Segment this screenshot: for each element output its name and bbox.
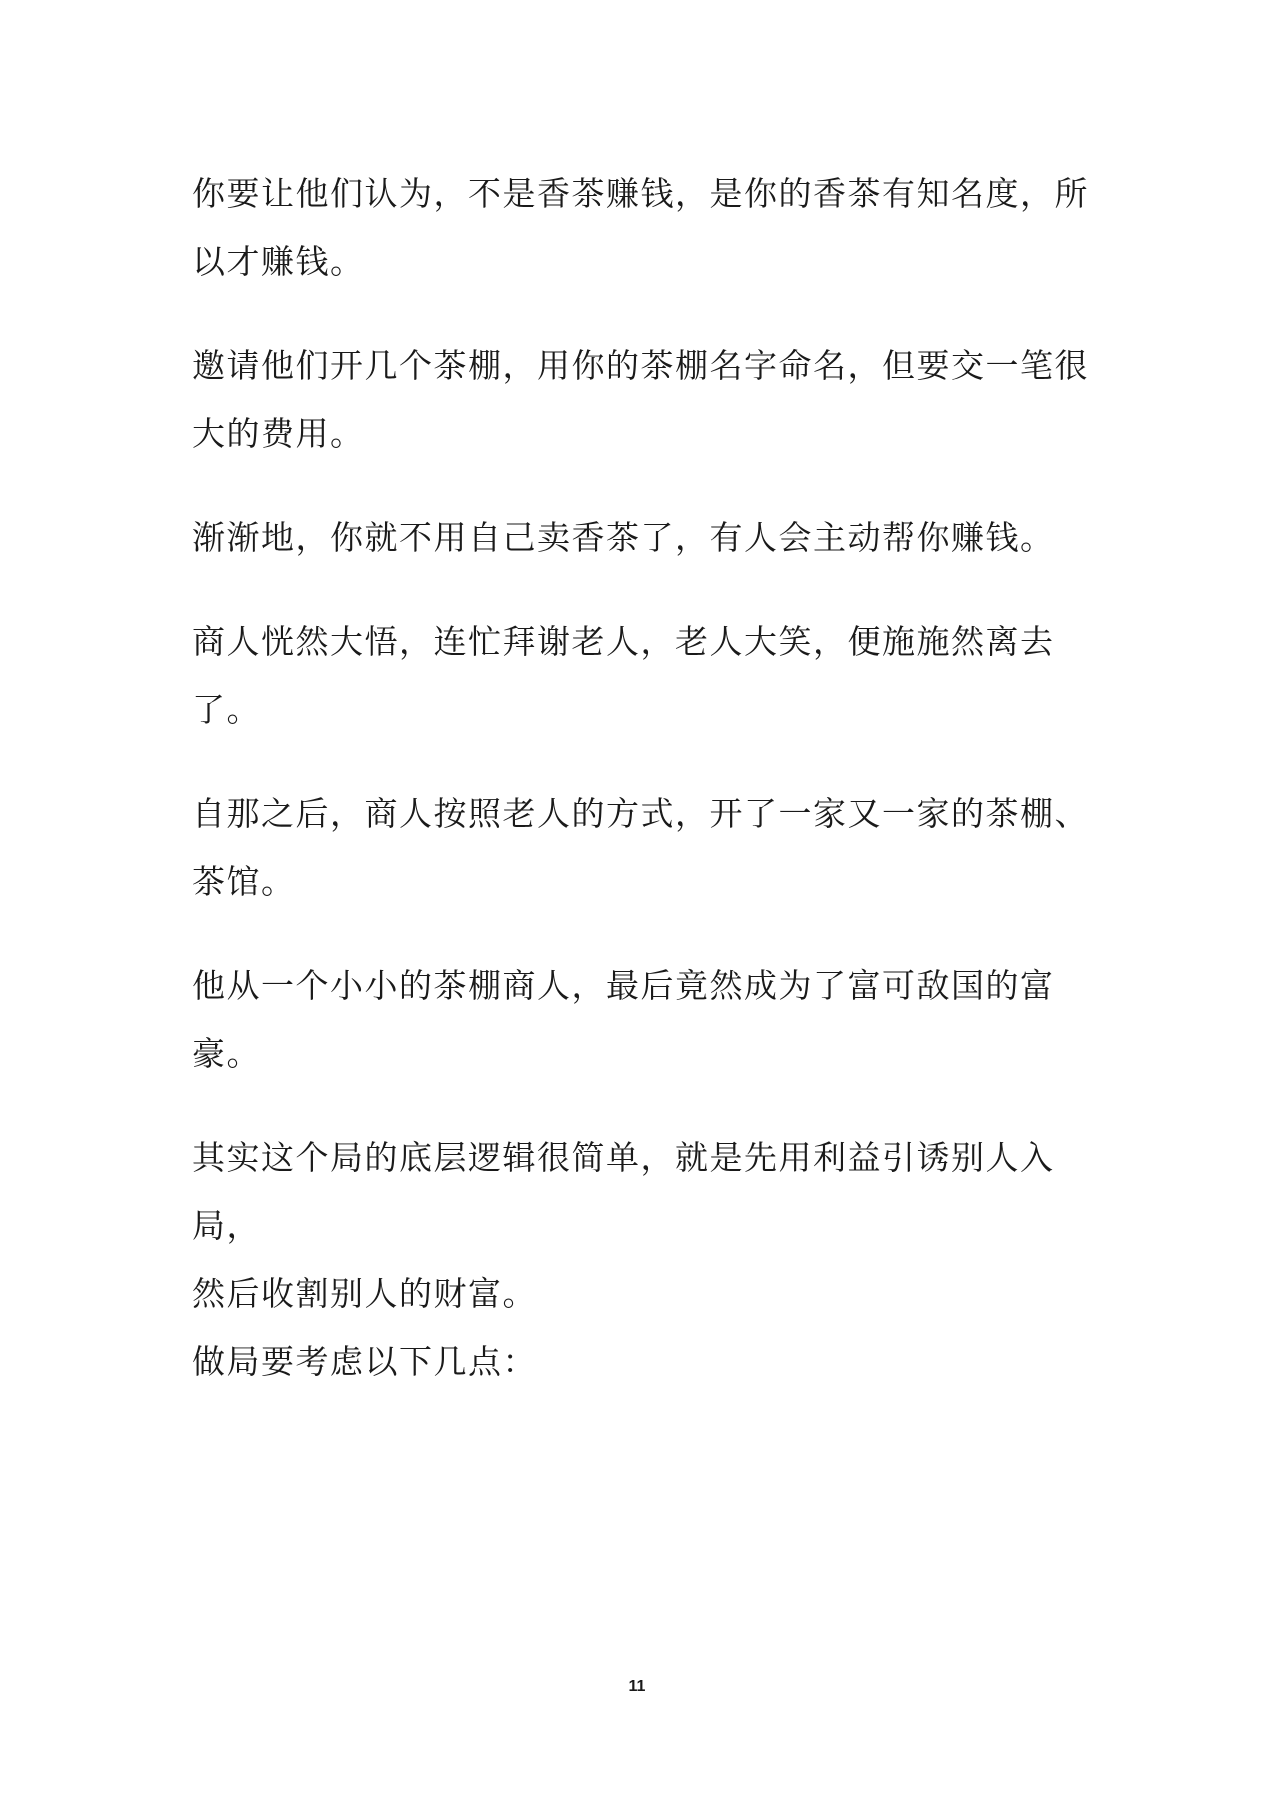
- paragraph-4: 商人恍然大悟，连忙拜谢老人，老人大笑，便施施然离去了。: [192, 622, 1055, 729]
- paragraph-6: 他从一个小小的茶棚商人，最后竟然成为了富可敌国的富豪。: [192, 966, 1055, 1073]
- paragraph-8: 做局要考虑以下几点：: [192, 1342, 537, 1381]
- paragraph-3: 渐渐地，你就不用自己卖香茶了，有人会主动帮你赚钱。: [192, 518, 1055, 557]
- paragraph-7: 其实这个局的底层逻辑很简单，就是先用利益引诱别人入局， 然后收割别人的财富。: [192, 1138, 1055, 1313]
- paragraph-5: 自那之后，商人按照老人的方式，开了一家又一家的茶棚、 茶馆。: [192, 794, 1089, 901]
- paragraph-2: 邀请他们开几个茶棚，用你的茶棚名字命名，但要交一笔很 大的费用。: [192, 346, 1089, 453]
- paragraph-1: 你要让他们认为，不是香茶赚钱，是你的香茶有知名度，所 以才赚钱。: [192, 174, 1089, 281]
- body-text: [192, 160, 1092, 1432]
- page-number: 11: [628, 1678, 646, 1695]
